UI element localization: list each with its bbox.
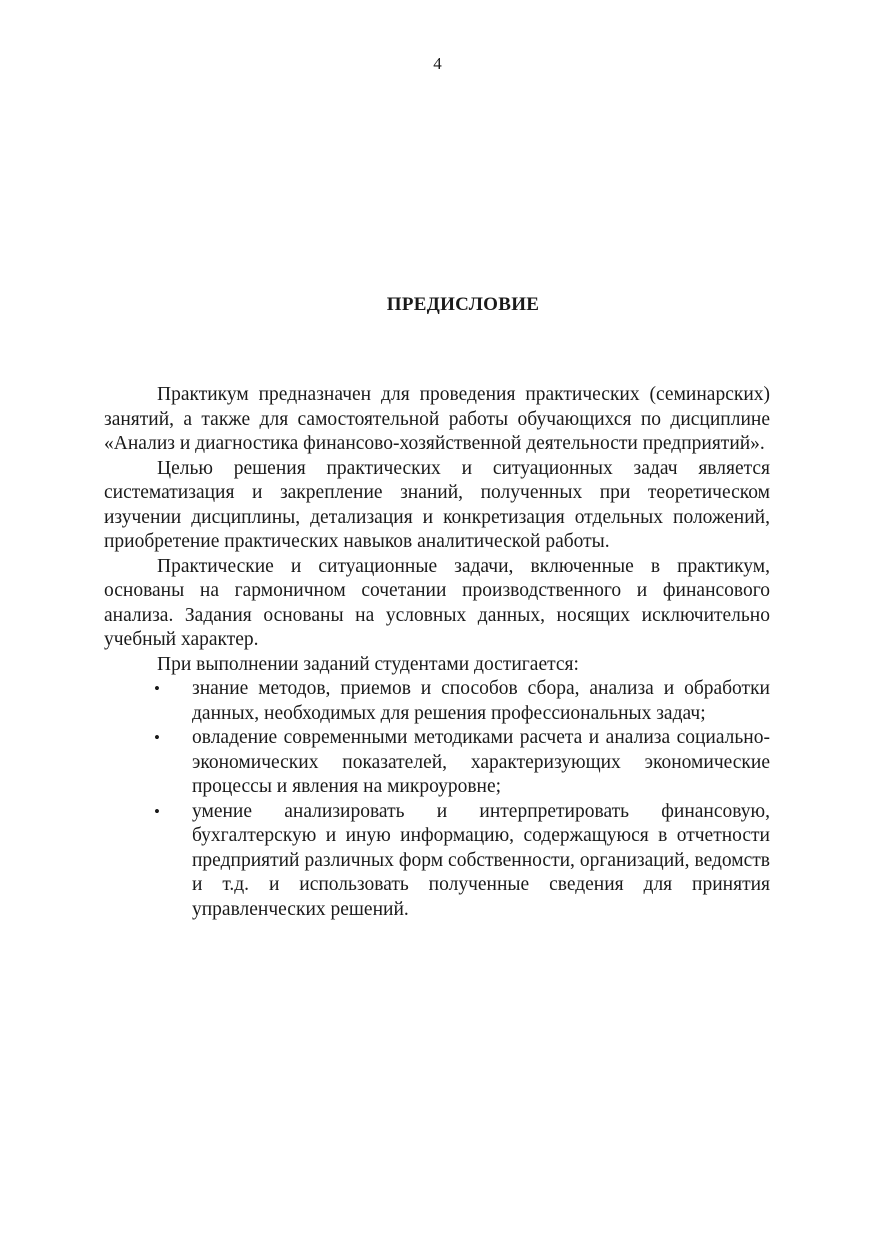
list-item [104,726,770,800]
bullet-icon: • [154,679,160,698]
body-text [104,383,770,922]
page-title: ПРЕДИСЛОВИЕ [386,294,540,315]
list-item-text: знание методов, приемов и способов сбора, анализа и обработки данных, необходимых для решения профессиональных задач; [192,678,770,724]
paragraph-tasks: Практические и ситуационные задачи, включенные в практикум, основаны на гармоничном сочетании производственного и финансового анализа. Задания основаны на условных данных, носящих исключительно учебный характер. [104,555,770,650]
bullet-icon: • [154,728,160,747]
outcomes-list [104,677,770,922]
paragraph-purpose: Практикум предназначен для проведения практических (семинарских) занятий, а также для самостоятельной работы обучающихся по дисциплине «Анализ и диагностика финансово-хозяйственной деятельности предприятий». [104,384,770,454]
paragraph-goal: Целью решения практических и ситуационных задач является систематизация и закрепление знаний, полученных при теоретическом изучении дисциплины, детализация и конкретизация отдельных положений, приобретение практических навыков аналитической работы. [104,457,770,552]
paragraph-outcomes-intro: При выполнении заданий студентами достигается: [157,653,579,675]
page-number: 4 [433,54,442,73]
list-item-text: овладение современными методиками расчета и анализа социально-экономических показателей, характеризующих экономические процессы и явления на микроуровне; [192,727,770,797]
list-item [104,677,770,726]
list-item-text: умение анализировать и интерпретировать финансовую, бухгалтерскую и иную информацию, содержащуюся в отчетности предприятий различных форм собственности, организаций, ведомств и т.д. и использовать полученные сведения для принятия управленческих решений. [192,800,770,920]
list-item [104,800,770,923]
bullet-icon: • [154,801,160,821]
